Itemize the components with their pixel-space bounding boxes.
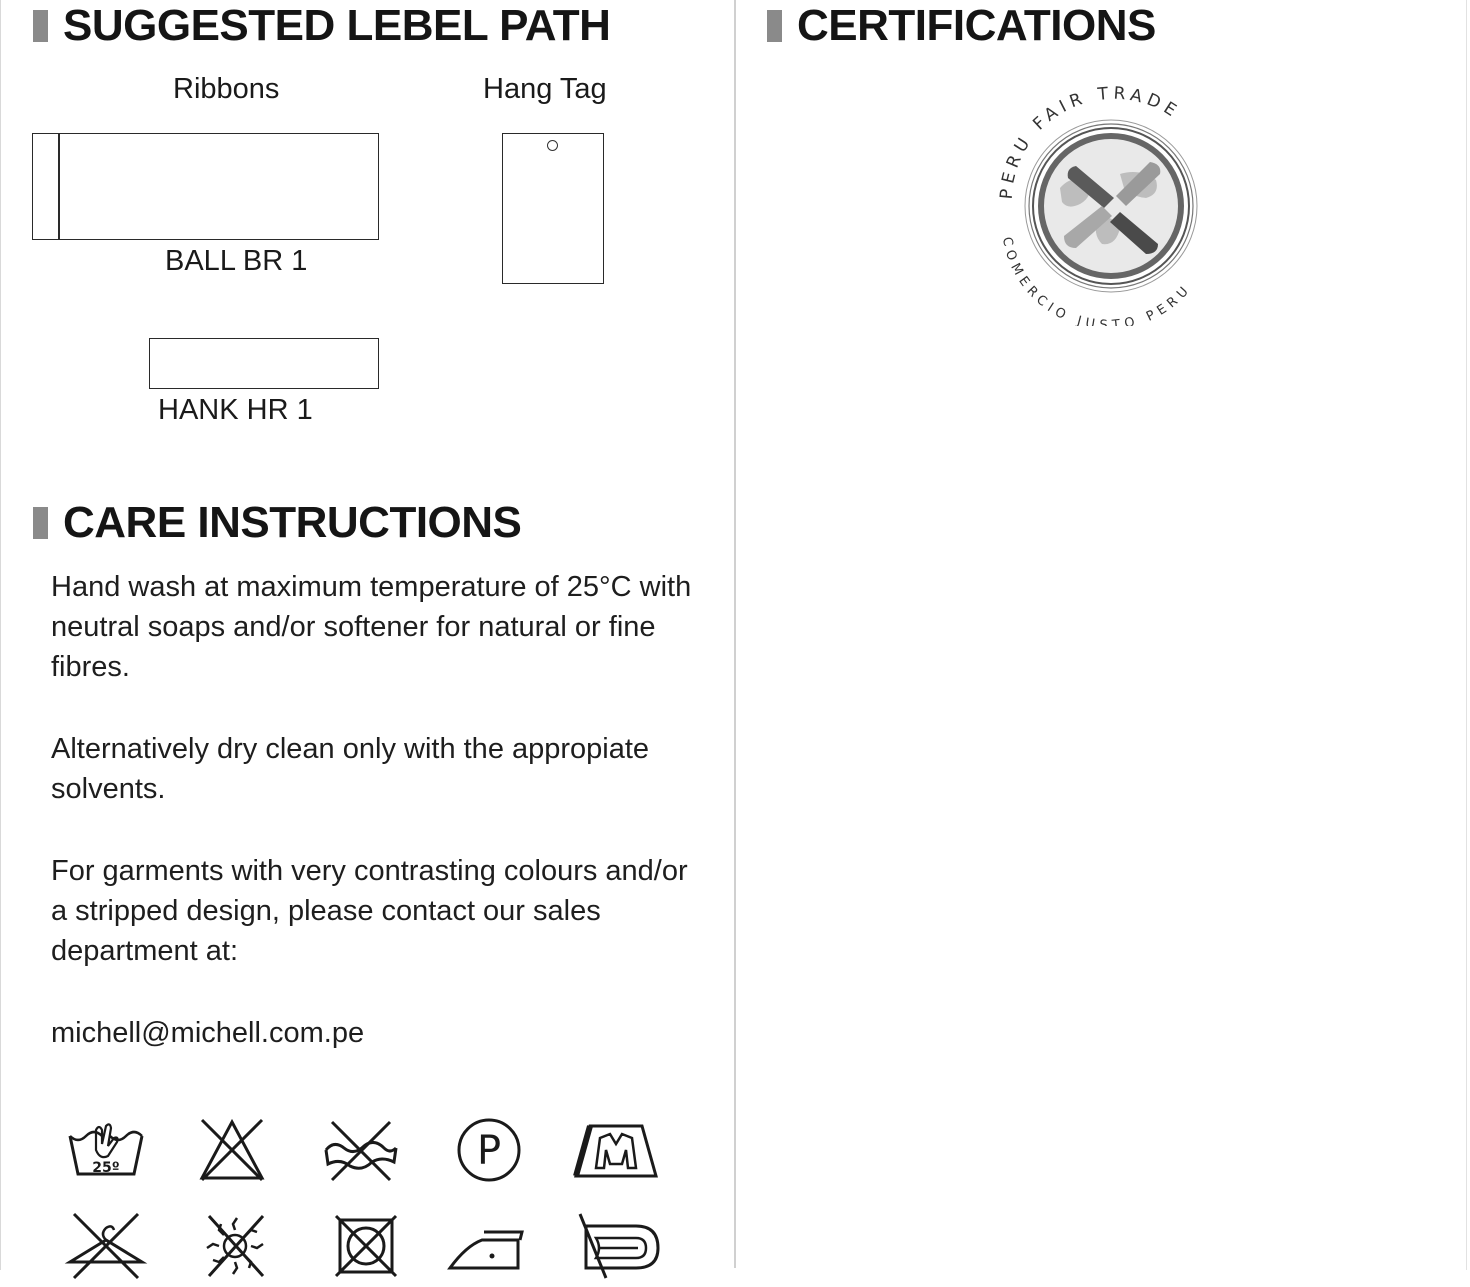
svg-text:P: P xyxy=(476,1128,502,1174)
svg-text:COMERCIO JUSTO PERU: COMERCIO JUSTO PERU xyxy=(998,235,1195,326)
care-paragraph-dry-clean: Alternatively dry clean only with the appropiate solvents. xyxy=(51,733,650,805)
heading-marker xyxy=(33,507,48,539)
care-paragraph-wash: Hand wash at maximum temperature of 25°C with neutral soaps and/or softener for natural or fine fibres. xyxy=(51,571,692,683)
contact-email: michell@michell.com.pe xyxy=(51,1017,365,1049)
do-not-wring-icon xyxy=(310,1114,410,1186)
certifications-title: CERTIFICATIONS xyxy=(797,1,1156,50)
hang-tag-label: Hang Tag xyxy=(483,73,607,105)
ribbon-fold-line xyxy=(58,134,60,239)
do-not-tumble-dry-icon xyxy=(316,1210,416,1282)
ball-label: BALL BR 1 xyxy=(165,245,308,277)
hank-ribbon-diagram xyxy=(149,338,379,389)
care-heading xyxy=(33,498,522,547)
peru-fair-trade-logo xyxy=(980,78,1242,326)
do-not-hang-dry-icon xyxy=(56,1210,156,1282)
label-path-heading xyxy=(33,1,611,50)
do-not-bleach-icon xyxy=(182,1114,282,1186)
iron-low-icon xyxy=(440,1210,540,1282)
dry-flat-shade-icon xyxy=(566,1114,666,1186)
svg-text:PERU FAIR TRADE: PERU FAIR TRADE xyxy=(996,83,1184,201)
dry-clean-p-icon xyxy=(439,1114,539,1186)
hang-tag-diagram xyxy=(502,133,604,284)
hand-wash-icon xyxy=(56,1114,156,1186)
page-left-edge xyxy=(0,0,1,1270)
ball-ribbon-diagram xyxy=(32,133,379,240)
ribbons-label: Ribbons xyxy=(173,73,280,105)
do-not-dry-sun-icon xyxy=(185,1210,285,1282)
page-right-edge xyxy=(1466,0,1467,1270)
do-not-iron-steam-icon xyxy=(566,1210,666,1282)
certifications-heading xyxy=(767,1,1156,50)
tag-hole xyxy=(547,140,558,151)
heading-marker xyxy=(767,10,782,42)
heading-marker xyxy=(33,10,48,42)
column-divider xyxy=(734,0,736,1268)
label-path-title: SUGGESTED LEBEL PATH xyxy=(63,1,611,50)
care-paragraph-contrast: For garments with very contrasting colours and/or a stripped design, please contact our sales department at: xyxy=(51,855,688,967)
care-title: CARE INSTRUCTIONS xyxy=(63,498,522,547)
hank-label: HANK HR 1 xyxy=(158,394,313,426)
wash-temp-text: 25º xyxy=(92,1160,120,1176)
